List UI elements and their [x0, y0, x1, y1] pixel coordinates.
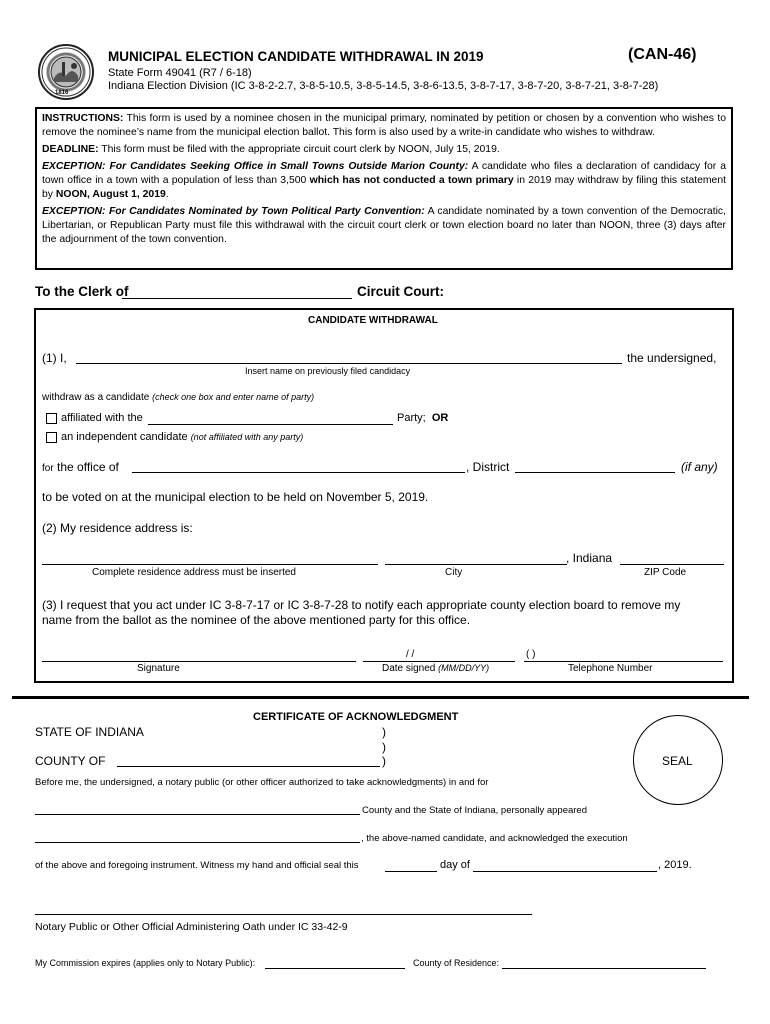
district-label: , District [466, 460, 510, 474]
witness-text: of the above and foregoing instrument. Witness my hand and official seal this [35, 860, 359, 871]
clerk-suffix: Circuit Court: [357, 284, 444, 299]
if-any-label: (if any) [681, 460, 718, 474]
party-suffix [397, 412, 448, 424]
city-caption: City [445, 567, 463, 578]
district-field[interactable] [515, 472, 675, 473]
certificate-heading: CERTIFICATE OF ACKNOWLEDGMENT [253, 711, 459, 723]
election-division: Indiana Election Division (IC 3-8-2-2.7, 3-8-5-10.5, 3-8-5-14.5, 3-8-6-13.5, 3-8-7-17, 3-8-7-20, 3-8-7-21, 3-8-7-28) [108, 80, 659, 92]
phone-caption: Telephone Number [568, 663, 653, 674]
zip-caption: ZIP Code [644, 567, 687, 578]
date-caption-label: Date signed [382, 663, 436, 674]
request-line-1: (3) I request that you act under IC 3-8-7-17 or IC 3-8-7-28 to notify each appropriate county election board to remove my [42, 598, 681, 612]
residence-address-field[interactable] [42, 564, 378, 565]
independent-checkbox[interactable] [46, 432, 57, 443]
indiana-label: , Indiana [566, 551, 613, 565]
state-form-number: State Form 49041 (R7 / 6-18) [108, 67, 252, 79]
exception1-label: EXCEPTION: For Candidates Seeking Office in Small Towns Outside Marion County: [42, 161, 469, 172]
county-field[interactable] [117, 766, 380, 767]
date-caption-hint: (MM/DD/YY) [438, 663, 490, 673]
clerk-prefix: To the Clerk of [35, 284, 129, 299]
withdraw-label: withdraw as a candidate [42, 392, 150, 403]
address-caption: Complete residence address must be inserted [92, 567, 296, 578]
deadline-paragraph [42, 143, 726, 157]
exception1-bold: which has not conducted a town primary [309, 175, 514, 186]
deadline-label: DEADLINE: [42, 144, 99, 155]
signature-field[interactable] [42, 661, 356, 662]
phone-parens: ( ) [526, 649, 536, 660]
affiliated-checkbox[interactable] [46, 413, 57, 424]
notary-label: Notary Public or Other Official Administering Oath under IC 33-42-9 [35, 921, 348, 933]
seal-label: SEAL [662, 754, 693, 768]
exception2-label: EXCEPTION: For Candidates Nominated by Town Political Party Convention: [42, 206, 425, 217]
candidate-name-field[interactable] [76, 363, 622, 364]
telephone-field[interactable] [524, 661, 723, 662]
before-me-text: Before me, the undersigned, a notary public (or other officer authorized to take acknowledgments) in and for [35, 777, 489, 788]
line1-suffix: the undersigned, [627, 351, 717, 365]
state-label: STATE OF INDIANA [35, 725, 144, 739]
deadline-text: This form must be filed with the appropriate circuit court clerk by NOON, July 15, 2019. [101, 144, 500, 155]
form-title: MUNICIPAL ELECTION CANDIDATE WITHDRAWAL IN 2019 [108, 49, 484, 64]
instructions-paragraph [42, 112, 726, 140]
withdrawal-heading: CANDIDATE WITHDRAWAL [308, 315, 438, 326]
county-label: COUNTY OF [35, 754, 106, 768]
paren-2: ) [382, 740, 386, 754]
day-of-label: day of [440, 859, 470, 871]
independent-label: an independent candidate [61, 431, 188, 443]
day-field[interactable] [385, 871, 437, 872]
name-caption: Insert name on previously filed candidacy [245, 366, 411, 376]
request-line-2: name from the ballot as the nominee of the above mentioned party for this office. [42, 613, 471, 627]
paren-3: ) [382, 754, 386, 768]
exception1-end: . [165, 189, 169, 200]
instructions-label: INSTRUCTIONS: [42, 113, 124, 124]
commission-hint: (applies only to Notary Public): [133, 958, 256, 968]
state-seal-logo [38, 44, 94, 100]
month-field[interactable] [473, 871, 657, 872]
independent-hint: (not affiliated with any party) [190, 432, 304, 442]
notary-county-field[interactable] [35, 814, 360, 815]
exception-convention [42, 205, 726, 247]
candidate-appeared-field[interactable] [35, 842, 360, 843]
commission-label [35, 958, 255, 968]
exception1-text-a: A candidate who files a declaration of candidacy for a town office in a town with a population of less than 3,500 [42, 161, 726, 186]
instructions-text: This form is used by a nominee chosen in the municipal primary, nominated by petition or chosen by a convention who wishes to remove the nominee’s name from the municipal election ballot. This form is also used by a write-in candidate who wishes to withdraw. [42, 113, 726, 138]
city-field[interactable] [385, 564, 567, 565]
signature-caption: Signature [137, 663, 180, 674]
withdraw-text [42, 392, 314, 403]
party-label: Party; [397, 412, 426, 424]
affiliated-label: affiliated with the [61, 412, 143, 424]
seal-year: 1816 [55, 90, 69, 96]
independent-option [61, 431, 303, 443]
above-named-text: , the above-named candidate, and acknowledged the execution [361, 833, 628, 844]
party-name-field[interactable] [148, 424, 393, 425]
zip-code-field[interactable] [620, 564, 724, 565]
year-label: , 2019. [658, 859, 692, 871]
exception2-text: A candidate nominated by a town convention of the Democratic, Libertarian, or Republican Party must file this withdrawal with the circuit court clerk or town election board no later than NOON, three (3) days after the adjournment of the town convention. [42, 206, 726, 245]
or-label: OR [431, 412, 449, 424]
commission-expires-field[interactable] [265, 968, 405, 969]
exception1-deadline: NOON, August 1, 2019 [55, 189, 166, 200]
date-signed-field[interactable] [363, 661, 515, 662]
election-date-text: to be voted on at the municipal election to be held on November 5, 2019. [42, 490, 429, 504]
section-divider [12, 696, 749, 699]
exception-small-towns [42, 160, 726, 202]
withdraw-hint: (check one box and enter name of party) [152, 392, 315, 402]
notary-signature-field[interactable] [35, 914, 532, 915]
line1-prefix: (1) I, [42, 351, 67, 365]
county-residence-field[interactable] [502, 968, 706, 969]
office-label [42, 460, 119, 474]
commission-text: My Commission expires [35, 958, 131, 968]
exception1-text-b: in 2019 may withdraw by filing this statement by [42, 175, 727, 200]
office-of: the office of [57, 460, 119, 474]
residence-label: (2) My residence address is: [42, 521, 193, 535]
instructions-box [35, 107, 733, 270]
form-code: (CAN-46) [628, 46, 697, 63]
office-field[interactable] [132, 472, 465, 473]
date-caption [382, 663, 489, 674]
clerk-county-field[interactable] [122, 298, 352, 299]
paren-1: ) [382, 725, 386, 739]
county-residence-label: County of Residence: [413, 958, 500, 968]
county-state-text: County and the State of Indiana, personally appeared [362, 805, 587, 816]
date-slashes: / / [406, 649, 415, 660]
office-for: for [42, 463, 54, 474]
